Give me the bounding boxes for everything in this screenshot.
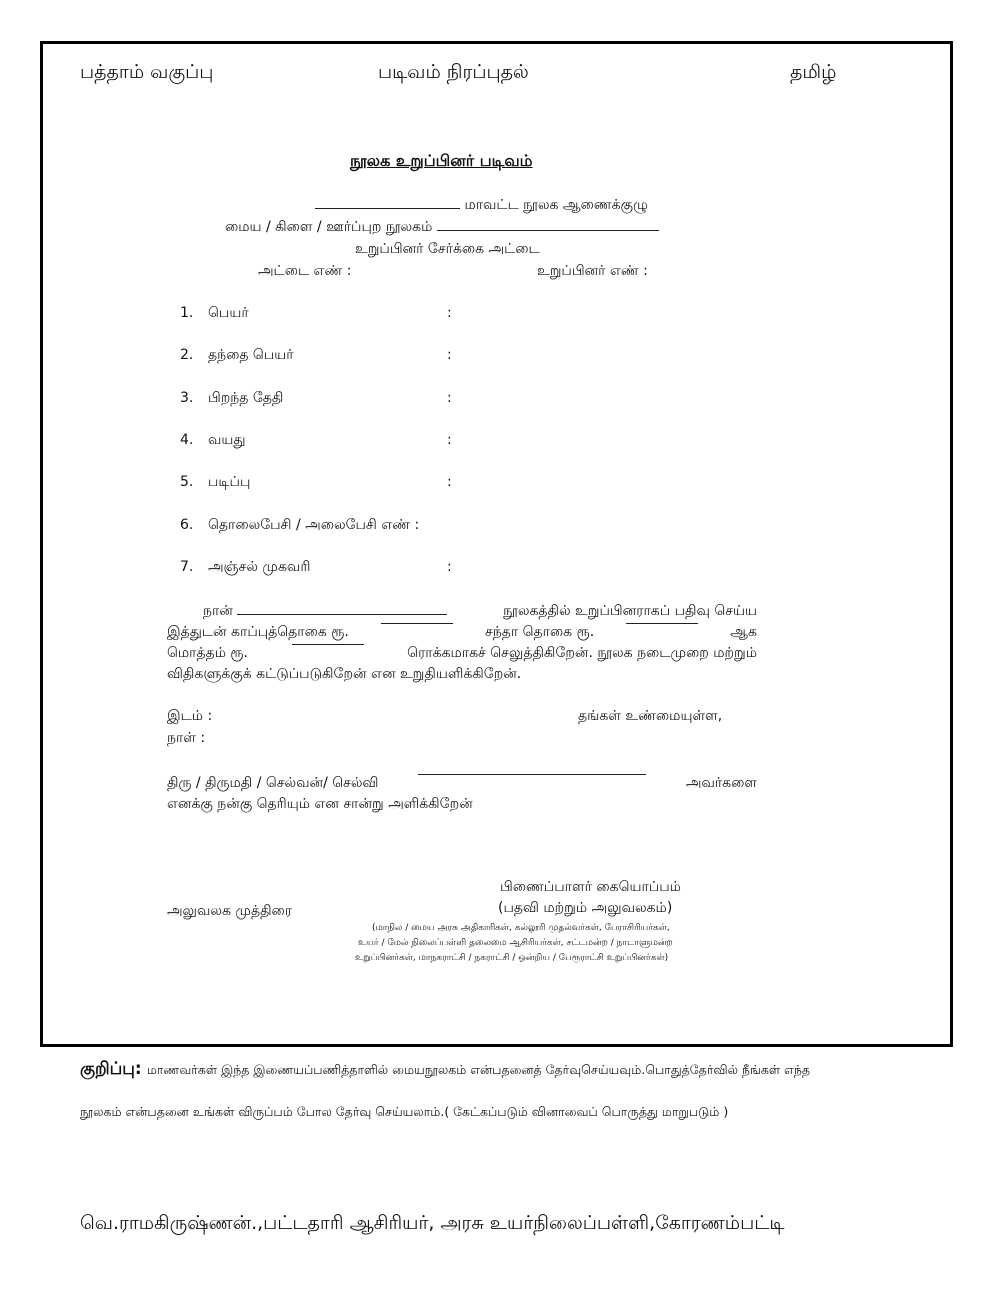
class-label: பத்தாம் வகுப்பு (80, 61, 214, 83)
certified-person-blank[interactable] (418, 773, 646, 775)
district-library-label: மாவட்ட நூலக ஆணைக்குழு (464, 197, 648, 213)
field-father-name: 2. தந்தை பெயர் (180, 347, 294, 363)
field-address: 7. அஞ்சல் முகவரி (180, 559, 311, 575)
worksheet-title: படிவம் நிரப்புதல் (378, 61, 529, 83)
subscription-amount-blank[interactable] (626, 622, 698, 624)
field-address-colon: : (447, 559, 452, 575)
field-father-name-colon: : (447, 347, 452, 363)
total-amount-blank[interactable] (292, 643, 364, 645)
member-number-label: உறுப்பினர் எண் : (537, 263, 648, 279)
guarantor-signature-label: பிணைப்பாளர் கையொப்பம் (500, 879, 681, 895)
note-text-1: மாணவர்கள் இந்த இணையப்பணித்தாளில் மையநூலகம் என்பதனைத் தேர்வுசெய்யவும்.பொதுத்தேர்வில் நீங்கள் எந்த (146, 1062, 811, 1077)
field-age: 4. வயது (180, 432, 246, 448)
field-name: 1. பெயர் (180, 305, 249, 321)
branch-blank[interactable] (437, 229, 659, 231)
sincerely-label: தங்கள் உண்மையுள்ள, (578, 708, 723, 724)
author-footer: வெ.ராமகிருஷ்ணன்.,பட்டதாரி ஆசிரியர், அரசு உயர்நிலைப்பள்ளி,கோரணம்பட்டி (80, 1212, 785, 1234)
subject-label: தமிழ் (790, 61, 837, 83)
field-birth-date: 3. பிறந்த தேதி (180, 390, 284, 406)
office-seal-label: அலுவலக முத்திரை (167, 903, 293, 919)
note-label: குறிப்பு: (80, 1059, 142, 1079)
branch-library-label: மைய / கிளை / ஊர்ப்புற நூலகம் (225, 219, 433, 235)
note-line-1 (80, 1059, 810, 1081)
district-blank[interactable] (315, 207, 460, 209)
note-text-2: நூலகம் என்பதனை உங்கள் விருப்பம் போல தேர்வு செய்யலாம்.( கேட்கப்படும் வினாவைப் பொருத்து மாறுபடும் ) (80, 1104, 729, 1119)
field-phone: 6. தொலைபேசி / அலைபேசி எண் : (180, 517, 420, 533)
form-title: நூலக உறுப்பினர் படிவம் (350, 151, 533, 170)
deposit-amount-blank[interactable] (381, 622, 453, 624)
library-name-blank[interactable] (237, 613, 447, 615)
branch-line (225, 219, 659, 237)
field-birth-date-colon: : (447, 390, 452, 406)
certification-paragraph: திரு / திருமதி / செல்வன்/ செல்வி அவர்களை எனக்கு நன்கு தெரியும் என சான்று அளிக்கிறேன் (167, 775, 757, 812)
field-name-colon: : (447, 305, 452, 321)
field-education-colon: : (447, 474, 452, 490)
declaration-paragraph: நான் நூலகத்தில் உறுப்பினராகப் பதிவு செய்ய இத்துடன் காப்புத்தொகை ரூ. சந்தா தொகை ரூ. ஆக மொத்தம் ரூ. ரொக்கமாகச் செலுத்திகிறேன். நூலக நடைமுறை மற்றும் விதிகளுக்குக் கட்டுப்படுகிறேன் என உறுதியளிக்கிறேன். (167, 603, 757, 682)
date-label: நாள் : (167, 730, 206, 746)
guarantor-eligible-list-1: (மாநில / மைய அரசு அதிகாரிகள், கல்லூரி முதல்வர்கள், பேராசிரியர்கள், (372, 923, 670, 933)
guarantor-designation-label: (பதவி மற்றும் அலுவலகம்) (498, 900, 673, 916)
card-number-label: அட்டை எண் : (258, 263, 352, 279)
field-education: 5. படிப்பு (180, 474, 251, 490)
place-label: இடம் : (167, 708, 213, 724)
district-line (315, 197, 648, 215)
guarantor-eligible-list-2: உயர் / மேல் நிலைப்பள்ளி தலைமை ஆசிரியர்கள், சட்டமன்ற / நாடாளுமன்ற (358, 938, 673, 948)
field-age-colon: : (447, 432, 452, 448)
guarantor-eligible-list-3: உறுப்பினர்கள், மாநகராட்சி / நகராட்சி / ஒன்றிய / பேரூராட்சி உறுப்பினர்கள்) (355, 953, 669, 963)
page-border (40, 41, 953, 1047)
membership-card-label: உறுப்பினர் சேர்க்கை அட்டை (355, 241, 540, 257)
